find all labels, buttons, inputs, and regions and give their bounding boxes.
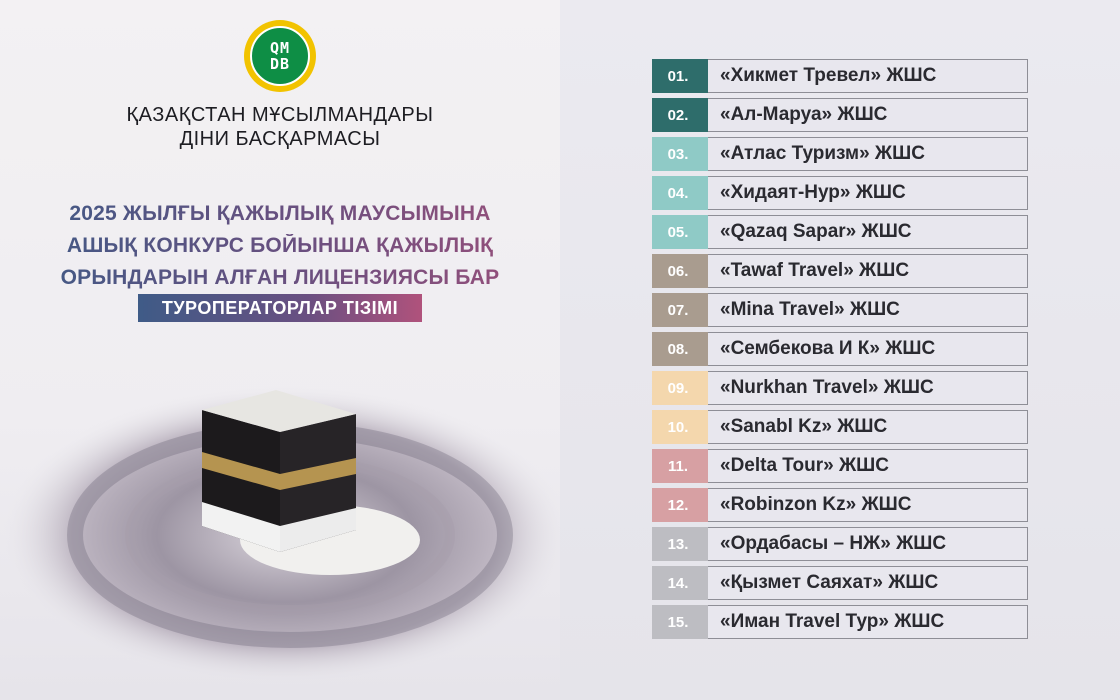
operator-name: «Атлас Туризм» ЖШС bbox=[708, 137, 1028, 171]
item-number-badge: 03. bbox=[652, 137, 708, 171]
item-number-badge: 07. bbox=[652, 293, 708, 327]
item-number-badge: 02. bbox=[652, 98, 708, 132]
operator-name: «Tawaf Travel» ЖШС bbox=[708, 254, 1028, 288]
list-item bbox=[652, 527, 1028, 561]
operator-name: «Ал-Маруа» ЖШС bbox=[708, 98, 1028, 132]
list-title-badge: ТУРОПЕРАТОРЛАР ТІЗІМІ bbox=[138, 294, 422, 322]
list-item bbox=[652, 605, 1028, 639]
item-number-badge: 09. bbox=[652, 371, 708, 405]
qmdb-logo bbox=[244, 20, 316, 92]
item-number-badge: 05. bbox=[652, 215, 708, 249]
list-item bbox=[652, 449, 1028, 483]
list-item bbox=[652, 332, 1028, 366]
list-item bbox=[652, 176, 1028, 210]
item-number-badge: 04. bbox=[652, 176, 708, 210]
logo-text-top: QM bbox=[269, 39, 291, 57]
kaaba-illustration bbox=[0, 330, 560, 700]
item-number-badge: 11. bbox=[652, 449, 708, 483]
list-item bbox=[652, 254, 1028, 288]
item-number-badge: 15. bbox=[652, 605, 708, 639]
list-item bbox=[652, 371, 1028, 405]
operator-name: «Сембекова И К» ЖШС bbox=[708, 332, 1028, 366]
org-name-line1: ҚАЗАҚСТАН МҰСЫЛМАНДАРЫ bbox=[126, 104, 434, 126]
logo-text-bottom: DB bbox=[269, 55, 291, 73]
operator-name: «Robinzon Kz» ЖШС bbox=[708, 488, 1028, 522]
operator-name: «Qazaq Sapar» ЖШС bbox=[708, 215, 1028, 249]
item-number-badge: 12. bbox=[652, 488, 708, 522]
operator-name: «Ордабасы – НЖ» ЖШС bbox=[708, 527, 1028, 561]
headline-line2: АШЫҚ КОНКУРС БОЙЫНША ҚАЖЫЛЫҚ bbox=[0, 234, 560, 258]
logo-emblem bbox=[250, 26, 310, 86]
kaaba-svg bbox=[0, 330, 560, 700]
list-item bbox=[652, 215, 1028, 249]
list-item bbox=[652, 98, 1028, 132]
headline-line3: ОРЫНДАРЫН АЛҒАН ЛИЦЕНЗИЯСЫ БАР bbox=[0, 266, 560, 290]
list-item bbox=[652, 488, 1028, 522]
operator-name: «Delta Tour» ЖШС bbox=[708, 449, 1028, 483]
item-number-badge: 01. bbox=[652, 59, 708, 93]
operator-name: «Nurkhan Travel» ЖШС bbox=[708, 371, 1028, 405]
item-number-badge: 14. bbox=[652, 566, 708, 600]
org-name-line2: ДІНИ БАСҚАРМАСЫ bbox=[179, 128, 381, 150]
operator-name: «Қызмет Саяхат» ЖШС bbox=[708, 566, 1028, 600]
operator-name: «Sanabl Kz» ЖШС bbox=[708, 410, 1028, 444]
operator-name: «Хидаят-Нур» ЖШС bbox=[708, 176, 1028, 210]
operator-name: «Хикмет Тревел» ЖШС bbox=[708, 59, 1028, 93]
list-item bbox=[652, 293, 1028, 327]
item-number-badge: 08. bbox=[652, 332, 708, 366]
item-number-badge: 13. bbox=[652, 527, 708, 561]
list-item bbox=[652, 137, 1028, 171]
operator-name: «Иман Travel Тур» ЖШС bbox=[708, 605, 1028, 639]
operator-name: «Mina Travel» ЖШС bbox=[708, 293, 1028, 327]
list-item bbox=[652, 410, 1028, 444]
headline-line1: 2025 ЖЫЛҒЫ ҚАЖЫЛЫҚ МАУСЫМЫНА bbox=[0, 202, 560, 226]
list-item bbox=[652, 59, 1028, 93]
item-number-badge: 06. bbox=[652, 254, 708, 288]
item-number-badge: 10. bbox=[652, 410, 708, 444]
list-item bbox=[652, 566, 1028, 600]
